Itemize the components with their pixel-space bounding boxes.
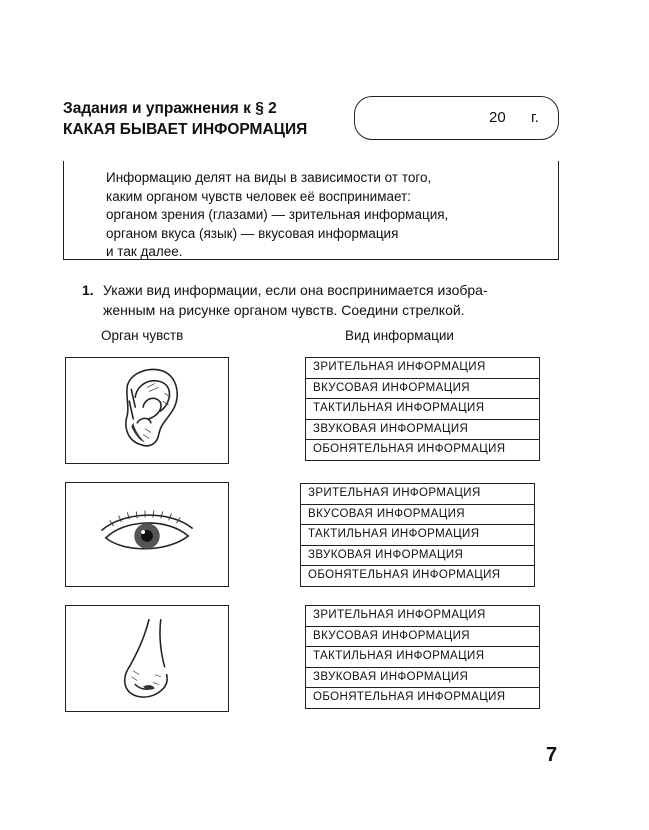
options-eye — [300, 483, 535, 587]
year-field[interactable] — [354, 96, 559, 140]
ear-icon — [66, 358, 228, 463]
option-visual[interactable]: ЗРИТЕЛЬНАЯ ИНФОРМАЦИЯ — [306, 358, 539, 379]
column-header-kind: Вид информации — [345, 328, 454, 343]
option-sound[interactable]: ЗВУКОВАЯ ИНФОРМАЦИЯ — [306, 420, 539, 441]
nose-icon — [66, 606, 228, 711]
info-text — [106, 169, 448, 262]
option-visual[interactable]: ЗРИТЕЛЬНАЯ ИНФОРМАЦИЯ — [301, 484, 534, 505]
eye-icon — [66, 483, 228, 586]
option-sound[interactable]: ЗВУКОВАЯ ИНФОРМАЦИЯ — [301, 546, 534, 567]
year-unit: г. — [531, 109, 539, 126]
option-visual[interactable]: ЗРИТЕЛЬНАЯ ИНФОРМАЦИЯ — [306, 606, 539, 627]
options-ear — [305, 357, 540, 461]
option-taste[interactable]: ВКУСОВАЯ ИНФОРМАЦИЯ — [301, 505, 534, 526]
option-taste[interactable]: ВКУСОВАЯ ИНФОРМАЦИЯ — [306, 379, 539, 400]
option-tactile[interactable]: ТАКТИЛЬНАЯ ИНФОРМАЦИЯ — [306, 647, 539, 668]
section-title-line1: Задания и упражнения к § 2 — [63, 100, 277, 117]
task-line: женным на рисунке органом чувств. Соедини стрелкой. — [103, 302, 465, 318]
info-line: и так далее. — [106, 244, 183, 259]
option-sound[interactable]: ЗВУКОВАЯ ИНФОРМАЦИЯ — [306, 668, 539, 689]
info-line: каким органом чувств человек её воспринимает: — [106, 188, 411, 204]
info-line: Информацию делят на виды в зависимости от того, — [106, 170, 432, 185]
info-line: органом зрения (глазами) — зрительная информация, — [106, 207, 449, 222]
options-nose — [305, 605, 540, 709]
option-smell[interactable]: ОБОНЯТЕЛЬНАЯ ИНФОРМАЦИЯ — [306, 440, 539, 461]
option-smell[interactable]: ОБОНЯТЕЛЬНАЯ ИНФОРМАЦИЯ — [306, 688, 539, 709]
eye-picture[interactable] — [65, 482, 229, 587]
info-line: органом вкуса (язык) — вкусовая информация — [106, 225, 399, 241]
task-line: Укажи вид информации, если она воспринимается изобра- — [103, 282, 488, 298]
ear-picture[interactable] — [65, 357, 229, 464]
section-title — [63, 98, 307, 140]
task-text — [103, 280, 573, 320]
task-number: 1. — [82, 282, 94, 298]
option-smell[interactable]: ОБОНЯТЕЛЬНАЯ ИНФОРМАЦИЯ — [301, 566, 534, 587]
option-tactile[interactable]: ТАКТИЛЬНАЯ ИНФОРМАЦИЯ — [306, 399, 539, 420]
option-tactile[interactable]: ТАКТИЛЬНАЯ ИНФОРМАЦИЯ — [301, 525, 534, 546]
column-header-organ: Орган чувств — [101, 328, 184, 343]
nose-picture[interactable] — [65, 605, 229, 712]
section-title-line2: КАКАЯ БЫВАЕТ ИНФОРМАЦИЯ — [63, 121, 308, 138]
info-box — [63, 161, 559, 260]
page-number: 7 — [546, 744, 558, 766]
year-number: 20 — [489, 109, 506, 126]
option-taste[interactable]: ВКУСОВАЯ ИНФОРМАЦИЯ — [306, 627, 539, 648]
